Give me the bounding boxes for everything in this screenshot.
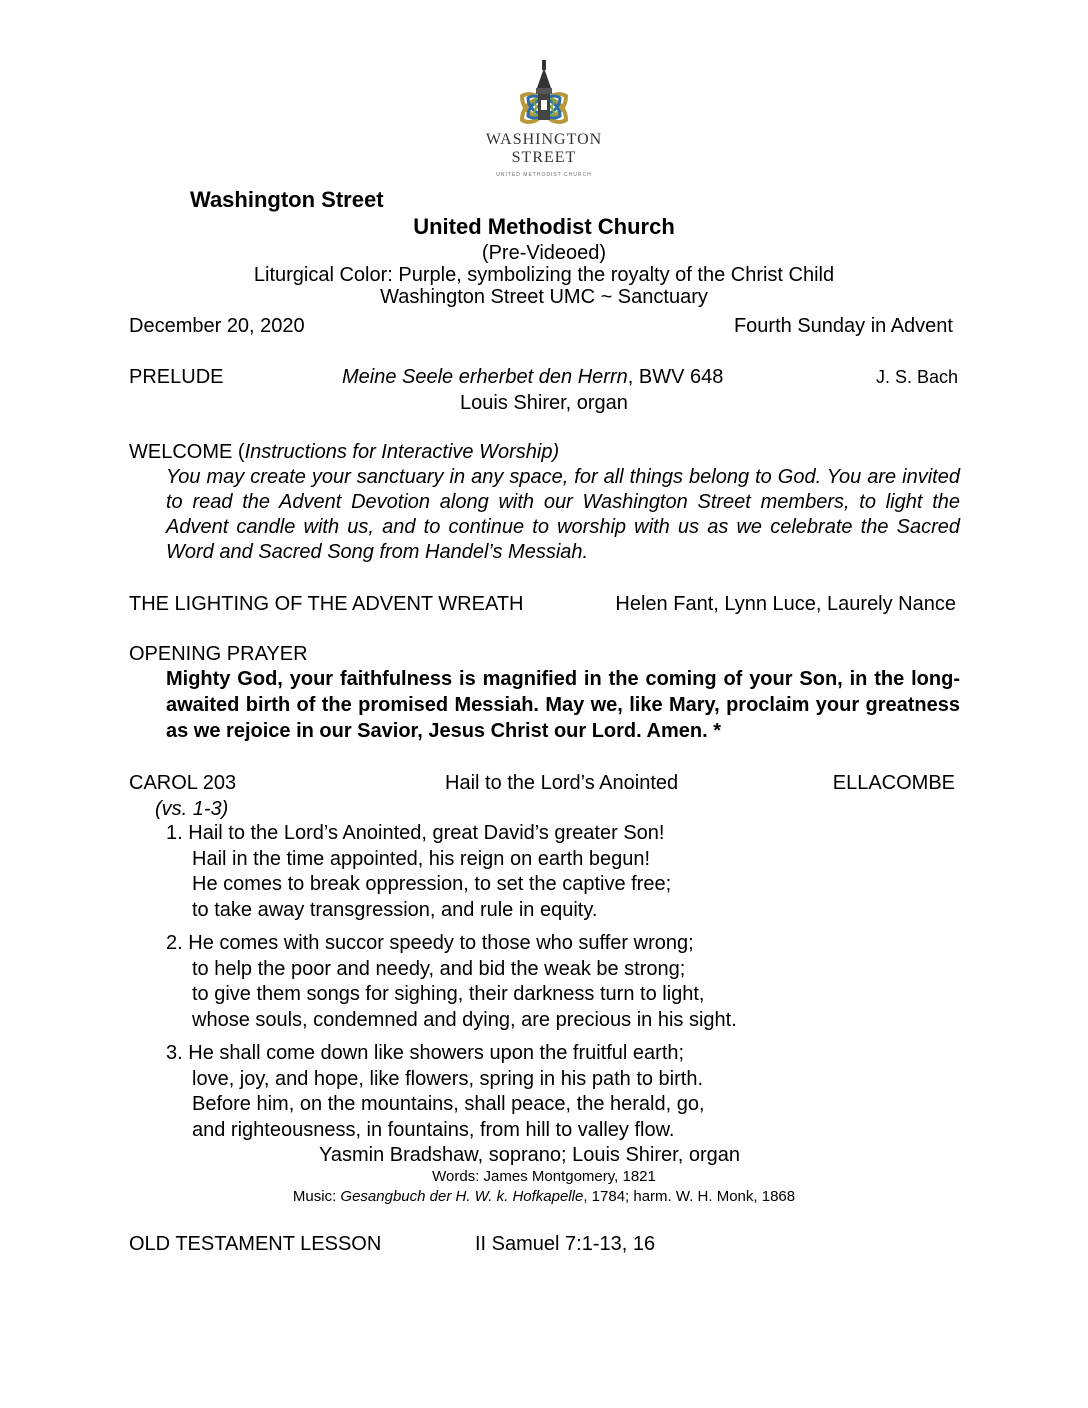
stanza-text: He comes with succor speedy to those who suffer wrong; [188,932,694,954]
wreath-names: Helen Fant, Lynn Luce, Laurely Nance [615,593,956,615]
carol-heading: CAROL 203 [129,772,237,794]
stanza-line [166,931,737,957]
stanza-line: and righteousness, in fountains, from hill to valley flow. [192,1118,675,1141]
lesson-reference: II Samuel 7:1-13, 16 [475,1233,656,1255]
carol-performers: Yasmin Bradshaw, soprano; Louis Shirer, organ [319,1144,740,1166]
stanza-line: love, joy, and hope, like flowers, spring in his path to birth. [192,1067,704,1090]
service-note: (Pre-Videoed) [481,242,607,264]
stanza-line: whose souls, condemned and dying, are precious in his sight. [192,1008,737,1031]
wreath-heading: THE LIGHTING OF THE ADVENT WREATH [129,593,524,615]
carol-stanza-3 [166,1041,705,1143]
stanza-number: 3. [166,1042,189,1064]
music-rest: , 1784; harm. W. H. Monk, 1868 [583,1188,796,1205]
stanza-number: 2. [166,932,189,954]
stanza-number: 1. [166,822,189,844]
steeple-emblem-icon [470,58,618,128]
carol-stanza-2 [166,931,737,1033]
stanza-line: to take away transgression, and rule in equity. [192,898,598,921]
carol-words-credit: Words: James Montgomery, 1821 [432,1168,656,1185]
welcome-heading-italic: Instructions for Interactive Worship) [244,441,560,463]
liturgical-color: Liturgical Color: Purple, symbolizing the royalty of the Christ Child [253,264,835,286]
music-label: Music: [292,1188,341,1205]
stanza-line: Before him, on the mountains, shall peace, the herald, go, [192,1093,705,1115]
prayer-heading: OPENING PRAYER [129,643,308,665]
carol-title: Hail to the Lord’s Anointed [445,772,679,794]
prelude-piece [342,365,723,389]
stanza-line [166,1041,705,1067]
stanza-line [166,821,671,847]
church-logo [470,58,618,184]
carol-verses-note: (vs. 1-3) [155,798,229,820]
prelude-composer: J. S. Bach [875,367,958,387]
welcome-text: You may create your sanctuary in any space, for all things belong to God. You are invited to read the Advent Devotion along with our Washington Street members, to light the Advent candle with us, and to continue to worship with us as we celebrate the Sacred Word and Sacred Song from Handel’s Messiah. [166,466,960,563]
service-date: December 20, 2020 [129,315,305,337]
stanza-line: to give them songs for sighing, their darkness turn to light, [192,983,705,1005]
carol-music-credit [0,1188,1088,1206]
service-location: Washington Street UMC ~ Sanctuary [380,286,708,308]
carol-stanza-1 [166,821,671,923]
service-occasion: Fourth Sunday in Advent [733,315,953,337]
church-name-line2: United Methodist Church [413,214,675,239]
welcome-heading-text: WELCOME ( [129,441,245,463]
lesson-heading: OLD TESTAMENT LESSON [129,1233,382,1255]
prayer-text: Mighty God, your faithfulness is magnified in the coming of your Son, in the long-awaited birth of the promised Messiah. May we, like Mary, proclaim your greatness as we rejoice in our Savior, Jesus Christ our Lord. Amen. * [166,668,960,742]
prelude-catalog: , BWV 648 [627,366,724,388]
prelude-performer: Louis Shirer, organ [460,392,628,414]
stanza-line: Hail in the time appointed, his reign on earth begun! [192,847,651,870]
logo-name-line2: STREET [511,149,577,166]
stanza-line: He comes to break oppression, to set the captive free; [192,873,672,895]
prelude-heading: PRELUDE [129,366,224,388]
church-name-line1: Washington Street [190,187,384,212]
welcome-heading [129,440,559,464]
stanza-line: to help the poor and needy, and bid the weak be strong; [192,957,686,980]
stanza-text: Hail to the Lord’s Anointed, great David’s greater Son! [188,822,665,844]
carol-tune: ELLACOMBE [832,772,955,794]
prelude-title: Meine Seele erherbet den Herrn [342,366,628,388]
logo-name-line1: WASHINGTON [485,131,603,148]
logo-tagline: UNITED METHODIST CHURCH [496,172,592,178]
stanza-text: He shall come down like showers upon the fruitful earth; [188,1042,685,1064]
music-source: Gesangbuch der H. W. k. Hofkapelle [340,1188,584,1205]
